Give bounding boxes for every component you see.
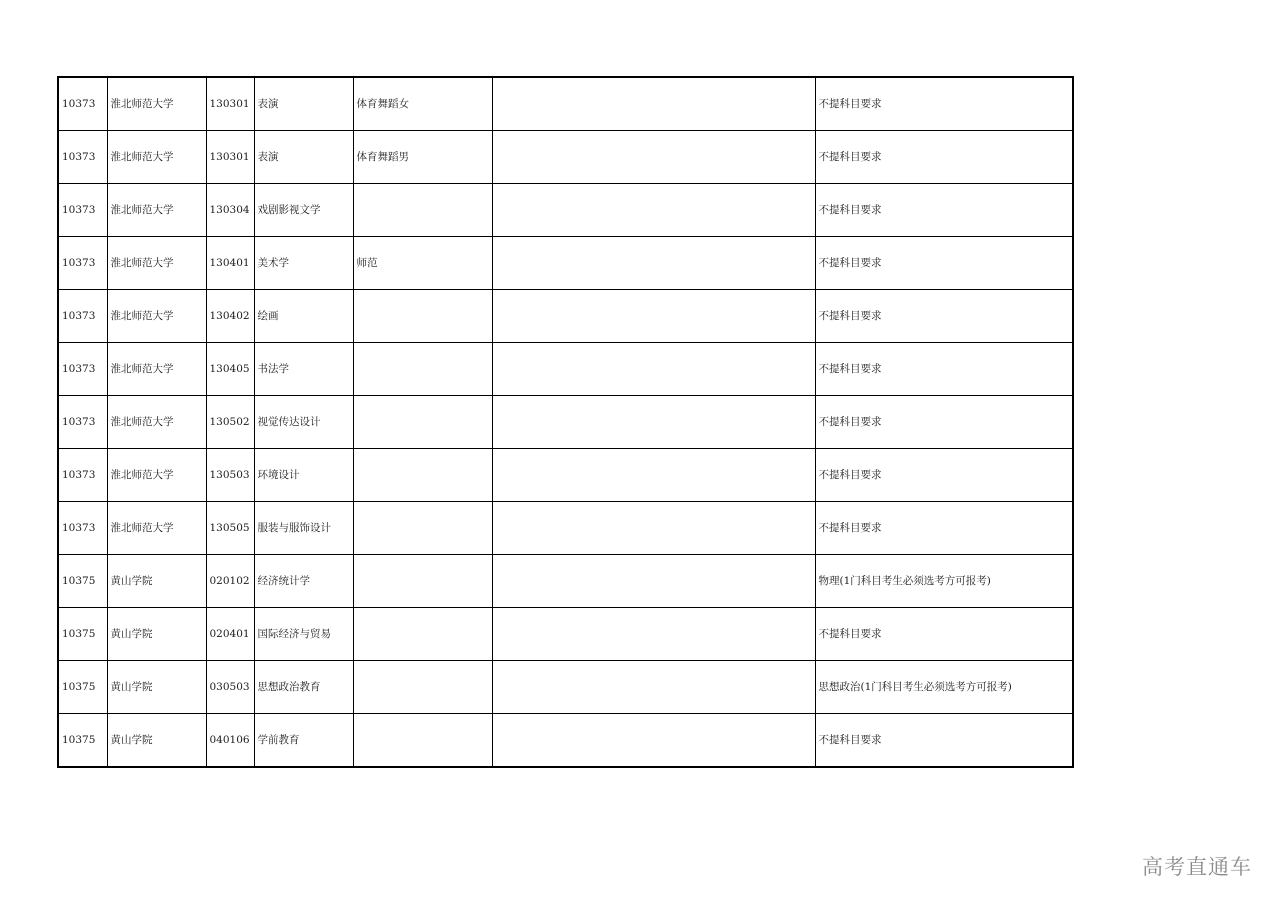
blank-cell [492,396,815,449]
major-name-cell: 环境设计 [254,449,353,502]
blank-cell [492,77,815,131]
major-note-cell [353,184,492,237]
major-code-cell: 130503 [206,449,254,502]
subject-requirement-cell: 不提科目要求 [815,77,1073,131]
school-name-cell: 淮北师范大学 [107,396,206,449]
subject-requirement-cell: 不提科目要求 [815,396,1073,449]
table-row [58,608,1073,661]
blank-cell [492,714,815,768]
table-row [58,77,1073,131]
major-note-cell: 体育舞蹈女 [353,77,492,131]
school-code-cell: 10373 [58,77,107,131]
table-row [58,290,1073,343]
major-name-cell: 表演 [254,131,353,184]
blank-cell [492,237,815,290]
table-row [58,237,1073,290]
major-note-cell: 体育舞蹈男 [353,131,492,184]
school-name-cell: 淮北师范大学 [107,449,206,502]
school-name-cell: 淮北师范大学 [107,502,206,555]
school-code-cell: 10373 [58,184,107,237]
table-row [58,131,1073,184]
major-code-cell: 130401 [206,237,254,290]
subject-requirement-cell: 不提科目要求 [815,290,1073,343]
school-code-cell: 10373 [58,290,107,343]
school-code-cell: 10373 [58,396,107,449]
school-code-cell: 10375 [58,555,107,608]
subject-requirement-cell: 物理(1门科目考生必须选考方可报考) [815,555,1073,608]
school-name-cell: 淮北师范大学 [107,184,206,237]
school-code-cell: 10373 [58,449,107,502]
blank-cell [492,290,815,343]
admission-table [57,76,1074,768]
school-code-cell: 10373 [58,343,107,396]
major-note-cell [353,502,492,555]
major-code-cell: 130301 [206,77,254,131]
major-code-cell: 130502 [206,396,254,449]
subject-requirement-cell: 不提科目要求 [815,237,1073,290]
table-body [58,77,1073,767]
table-row [58,714,1073,768]
school-name-cell: 淮北师范大学 [107,131,206,184]
school-name-cell: 淮北师范大学 [107,343,206,396]
major-note-cell [353,555,492,608]
major-code-cell: 020401 [206,608,254,661]
major-note-cell [353,290,492,343]
major-code-cell: 030503 [206,661,254,714]
blank-cell [492,184,815,237]
major-name-cell: 戏剧影视文学 [254,184,353,237]
major-name-cell: 美术学 [254,237,353,290]
table-row [58,449,1073,502]
table-row [58,661,1073,714]
school-code-cell: 10373 [58,502,107,555]
subject-requirement-cell: 不提科目要求 [815,502,1073,555]
subject-requirement-cell: 不提科目要求 [815,714,1073,768]
major-name-cell: 学前教育 [254,714,353,768]
major-name-cell: 书法学 [254,343,353,396]
school-code-cell: 10373 [58,237,107,290]
school-name-cell: 淮北师范大学 [107,290,206,343]
major-code-cell: 130301 [206,131,254,184]
blank-cell [492,449,815,502]
subject-requirement-cell: 不提科目要求 [815,184,1073,237]
table-row [58,343,1073,396]
major-note-cell [353,343,492,396]
table-row [58,396,1073,449]
major-name-cell: 经济统计学 [254,555,353,608]
major-note-cell [353,449,492,502]
major-name-cell: 视觉传达设计 [254,396,353,449]
major-note-cell [353,396,492,449]
subject-requirement-cell: 不提科目要求 [815,449,1073,502]
school-code-cell: 10375 [58,714,107,768]
table-row [58,184,1073,237]
school-name-cell: 黄山学院 [107,555,206,608]
major-code-cell: 040106 [206,714,254,768]
blank-cell [492,661,815,714]
major-code-cell: 130405 [206,343,254,396]
blank-cell [492,131,815,184]
major-name-cell: 国际经济与贸易 [254,608,353,661]
school-code-cell: 10375 [58,608,107,661]
table-row [58,502,1073,555]
blank-cell [492,502,815,555]
school-name-cell: 黄山学院 [107,608,206,661]
blank-cell [492,608,815,661]
major-name-cell: 绘画 [254,290,353,343]
major-name-cell: 服装与服饰设计 [254,502,353,555]
major-code-cell: 130304 [206,184,254,237]
blank-cell [492,555,815,608]
blank-cell [492,343,815,396]
major-note-cell [353,661,492,714]
school-name-cell: 淮北师范大学 [107,237,206,290]
subject-requirement-cell: 思想政治(1门科目考生必须选考方可报考) [815,661,1073,714]
subject-requirement-cell: 不提科目要求 [815,608,1073,661]
subject-requirement-cell: 不提科目要求 [815,131,1073,184]
major-code-cell: 020102 [206,555,254,608]
watermark: 高考直通车 [1142,855,1252,879]
table-row [58,555,1073,608]
school-code-cell: 10375 [58,661,107,714]
school-name-cell: 黄山学院 [107,714,206,768]
major-note-cell: 师范 [353,237,492,290]
major-code-cell: 130402 [206,290,254,343]
school-name-cell: 黄山学院 [107,661,206,714]
major-note-cell [353,608,492,661]
major-note-cell [353,714,492,768]
major-name-cell: 表演 [254,77,353,131]
major-code-cell: 130505 [206,502,254,555]
major-name-cell: 思想政治教育 [254,661,353,714]
school-code-cell: 10373 [58,131,107,184]
school-name-cell: 淮北师范大学 [107,77,206,131]
subject-requirement-cell: 不提科目要求 [815,343,1073,396]
